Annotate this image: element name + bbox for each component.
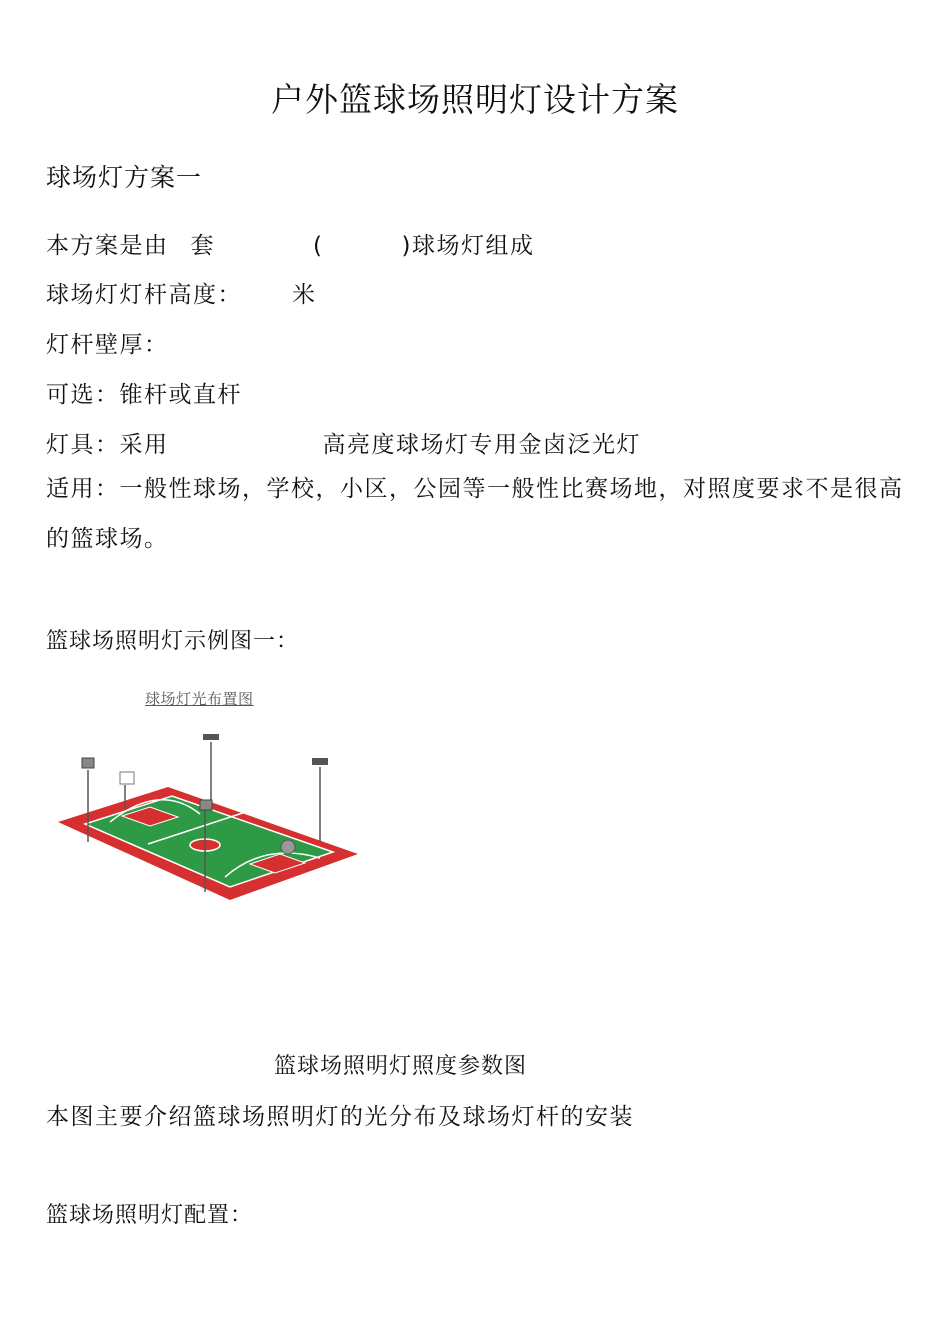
pole-height-label: 球场灯灯杆高度：: [46, 282, 242, 308]
applicable-paragraph: 适用：一般性球场，学校，小区，公园等一般性比赛场地，对照度要求不是很高的篮球场。: [46, 476, 904, 552]
example-caption: 篮球场照明灯示例图一：: [46, 629, 300, 654]
param-caption: 篮球场照明灯照度参数图: [274, 1054, 528, 1079]
court-lighting-figure: [50, 682, 370, 917]
backboard-left: [120, 772, 134, 784]
fixture-label: 灯具：采用: [46, 432, 169, 458]
composition-prefix: 本方案是由: [46, 233, 169, 259]
pole-height-unit: 米: [292, 282, 317, 308]
light-4: [200, 800, 212, 810]
paren-open: (: [313, 233, 324, 259]
light-5: [281, 840, 295, 854]
composition-suffix: 球场灯组成: [411, 233, 535, 259]
light-2: [203, 734, 219, 740]
figure-title: 球场灯光布置图: [145, 690, 254, 708]
court-illustration: [50, 682, 370, 917]
section-heading: 球场灯方案一: [46, 163, 203, 192]
param-description: 本图主要介绍篮球场照明灯的光分布及球场灯杆的安装: [46, 1104, 634, 1130]
optional-line: 可选：锥杆或直杆: [46, 382, 242, 408]
wall-thickness-line: 灯杆壁厚：: [46, 332, 169, 358]
pole-height-line: [46, 276, 317, 309]
composition-set: 套: [190, 233, 215, 259]
light-3: [312, 758, 328, 765]
composition-line: [46, 227, 534, 260]
paren-close: ): [401, 233, 412, 259]
fixture-value: 高亮度球场灯专用金卤泛光灯: [322, 432, 641, 458]
config-heading: 篮球场照明灯配置：: [46, 1203, 254, 1228]
light-1: [82, 758, 94, 768]
page-title: 户外篮球场照明灯设计方案: [271, 80, 679, 119]
fixture-line: [46, 426, 641, 459]
